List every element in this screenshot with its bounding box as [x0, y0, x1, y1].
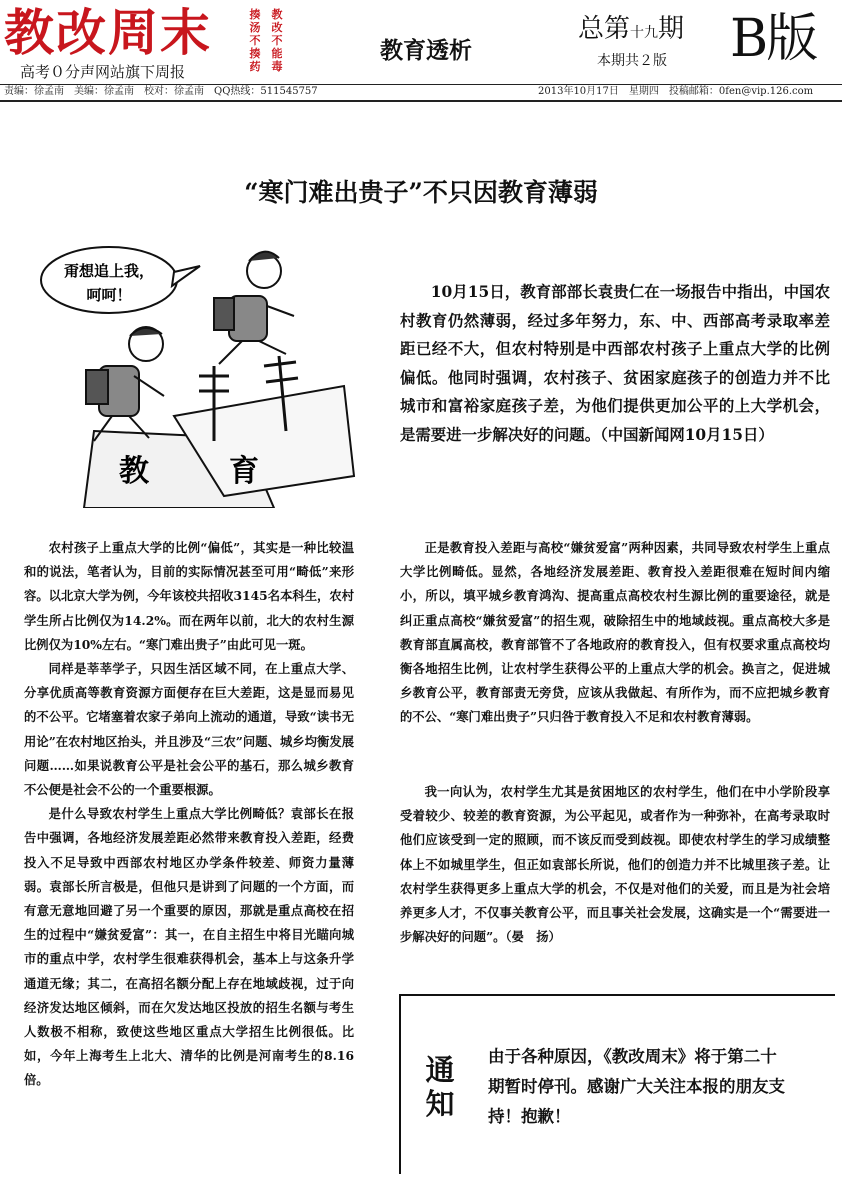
issue-pages: 本期共２版 — [597, 53, 667, 69]
masthead-seal-right: 教改不能毒 — [271, 8, 283, 73]
body-column-right — [400, 536, 830, 730]
body-column-right-lower — [400, 780, 830, 949]
issue-suffix: 期 — [658, 14, 685, 44]
issue-prefix: 总第 — [578, 14, 631, 44]
paragraph: 同样是莘莘学子，只因生活区域不同，在上重点大学、分享优质高等教育资源方面便存在巨大差距，这是显而易见的不公平。它堵塞着农家子弟向上流动的通道，导致“读书无用论”在农村地区抬头，并且涉及“三农”问题、城乡均衡发展问题……如果说教育公平是社会公平的基石，那么城乡教育不公便是社会不公的一个重要根源。 — [24, 661, 354, 798]
paragraph: 是什么导致农村学生上重点大学比例畸低？袁部长在报告中强调，各地经济发展差距必然带来教育投入差距，经费投入不足导致中西部农村地区办学条件较差、师资力量薄弱。袁部长所言极是，但他只是讲到了问题的一个方面，而有意无意地回避了另一个重要的原因，那就是重点高校在招生的过程中“嫌贫爱富”：其一，在自主招生中将目光瞄向城市的重点中学，农村学生很难获得机会，基本上与这条升学通道无缘；其二，在高招名额分配上存在地域歧视，过于向经济发达地区倾斜，而在欠发达地区投放的招生名额与考生人数极不相称，致使这些地区重点大学招生比例很低。比如，今年上海考生上北大、清华的比例是河南考生的8.16倍。 — [24, 806, 354, 1088]
issue-number-value: 十九 — [630, 25, 659, 41]
character-leading — [214, 252, 294, 364]
staff-line: 责编：徐孟南 美编：徐孟南 校对：徐孟南 QQ热线：511545757 — [4, 86, 318, 97]
section-title: 教育透析 — [380, 37, 472, 64]
edition-label: B版 — [730, 9, 817, 69]
notice-label — [420, 1053, 460, 1121]
book-char-jiao: 教 — [119, 454, 149, 489]
notice-label-2: 知 — [425, 1087, 455, 1121]
notice-text: 由于各种原因，《教改周末》将于第二十期暂时停刊。感谢广大关注本报的朋友支持！抱歉！ — [488, 1047, 785, 1126]
masthead-subtitle: 高考０分声网站旗下周报 — [20, 63, 186, 81]
masthead-title: 教改周末 — [4, 3, 212, 62]
paragraph: 农村孩子上重点大学的比例“偏低”，其实是一种比较温和的说法，笔者认为，目前的实际情况甚至可用“畸低”来形容。以北京大学为例，今年该校共招收3145名本科生，农村学生所占比例仅为14.2%。而在两年以前，北大的农村生源比例仅为10%左右。“寒门难出贵子”由此可见一斑。 — [24, 540, 354, 652]
article-lead: 10月15日，教育部部长袁贵仁在一场报告中指出，中国农村教育仍然薄弱，经过多年努力，东、中、西部高考录取率差距已经不大，但农村特别是中西部农村孩子上重点大学的比例偏低。他同时强调，农村孩子、贫困家庭孩子的创造力并不比城市和富裕家庭孩子差，为他们提供更加公平的上大学机会，是需要进一步解决好的问题。（中国新闻网10月15日） — [400, 283, 830, 444]
issue-number — [578, 14, 684, 48]
article-headline: “寒门难出贵子”不只因教育薄弱 — [244, 178, 598, 207]
notice-label-1: 通 — [425, 1053, 455, 1087]
date-line: 2013年10月17日 星期四 投稿邮箱：0fen@vip.126.com — [538, 86, 814, 97]
book-char-yu: 育 — [229, 454, 259, 489]
character-chasing — [86, 327, 164, 441]
masthead-seal-left: 揍汤不揍药 — [249, 8, 261, 73]
masthead-rule-bottom — [0, 100, 842, 102]
paragraph: 我一向认为，农村学生尤其是贫困地区的农村学生，他们在中小学阶段享受着较少、较差的教育资源，为公平起见，或者作为一种弥补，在高考录取时他们应该受到一定的照顾，而不该反而受到歧视。即使农村学生的学习成绩整体上不如城里学生，但正如袁部长所说，他们的创造力并不比城里孩子差。让农村学生获得更多上重点大学的机会，不仅是对他们的关爱，而且是为社会培养更多人才，不仅事关教育公平，而且事关社会发展，这确实是一个“需要进一步解决好的问题”。（晏 扬） — [400, 784, 830, 945]
paragraph: 正是教育投入差距与高校“嫌贫爱富”两种因素，共同导致农村学生上重点大学比例畸低。显然，各地经济发展差距、教育投入差距很难在短时间内缩小，所以，填平城乡教育鸿沟、提高重点高校农村生源比例的重要途径，就是纠正重点高校“嫌贫爱富”的招生观，破除招生中的地域歧视。重点高校大多是教育部直属高校，教育部管不了各地政府的教育投入，但有权要求重点高校均衡各地招生比例，让农村学生获得公平的上重点大学的机会。换言之，促进城乡教育公平，教育部责无旁贷，应该从我做起、有所作为，而不应把城乡教育的不公、“寒门难出贵子”只归咎于教育投入不足和农村教育薄弱。 — [400, 540, 830, 725]
cartoon-illustration — [24, 226, 380, 508]
body-column-left — [24, 536, 354, 1093]
speech-line-1: 甭想追上我， — [63, 262, 155, 280]
speech-line-2: 呵呵！ — [86, 286, 132, 304]
speech-bubble-tail — [172, 266, 200, 286]
